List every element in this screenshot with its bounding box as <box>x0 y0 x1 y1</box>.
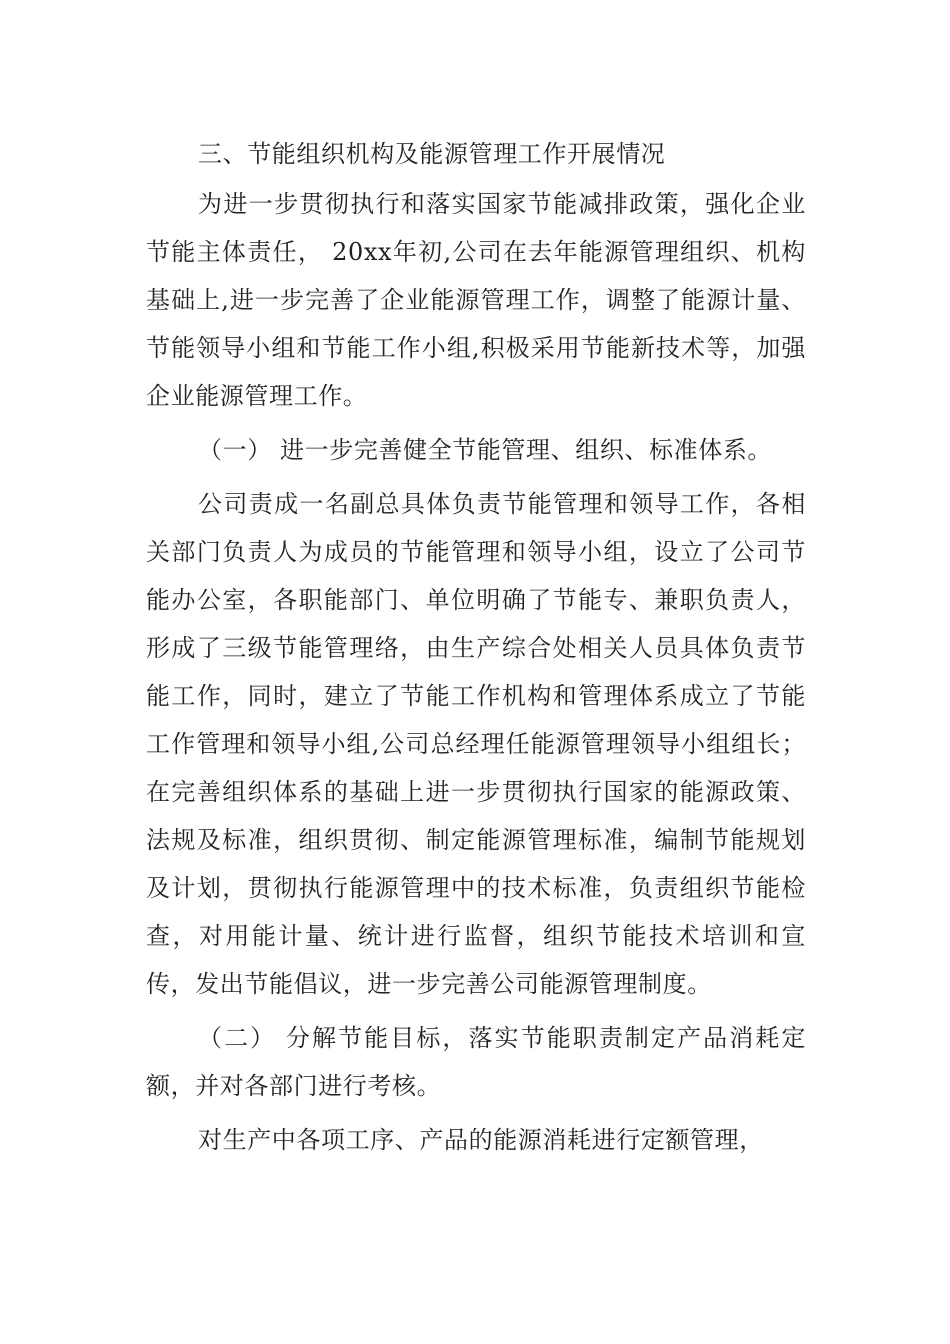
subsection-heading-2: （二） 分解节能目标，落实节能职责制定产品消耗定额，并对各部门进行考核。 <box>146 1024 806 1100</box>
paragraph-intro: 为进一步贯彻执行和落实国家节能减排政策，强化企业节能主体责任， 20xx年初,公司在去年能源管理组织、机构基础上,进一步完善了企业能源管理工作，调整了能源计量、节能领导小组和节能工作小组,积极采用节能新技术等，加强企业能源管理工作。 <box>146 190 806 410</box>
section-heading: 三、节能组织机构及能源管理工作开展情况 <box>198 140 666 168</box>
document-body <box>146 130 806 1170</box>
paragraph-organization: 公司责成一名副总具体负责节能管理和领导工作，各相关部门负责人为成员的节能管理和领导小组，设立了公司节能办公室，各职能部门、单位明确了节能专、兼职负责人，形成了三级节能管理络，由生产综合处相关人员具体负责节能工作，同时，建立了节能工作机构和管理体系成立了节能工作管理和领导小组,公司总经理任能源管理领导小组组长；在完善组织体系的基础上进一步贯彻执行国家的能源政策、法规及标准，组织贯彻、制定能源管理标准，编制节能规划及计划，贯彻执行能源管理中的技术标准，负责组织节能检查，对用能计量、统计进行监督，组织节能技术培训和宣传，发出节能倡议，进一步完善公司能源管理制度。 <box>146 490 806 998</box>
paragraph-quota: 对生产中各项工序、产品的能源消耗进行定额管理， <box>198 1126 764 1154</box>
subsection-heading-1: （一） 进一步完善健全节能管理、组织、标准体系。 <box>198 436 773 464</box>
